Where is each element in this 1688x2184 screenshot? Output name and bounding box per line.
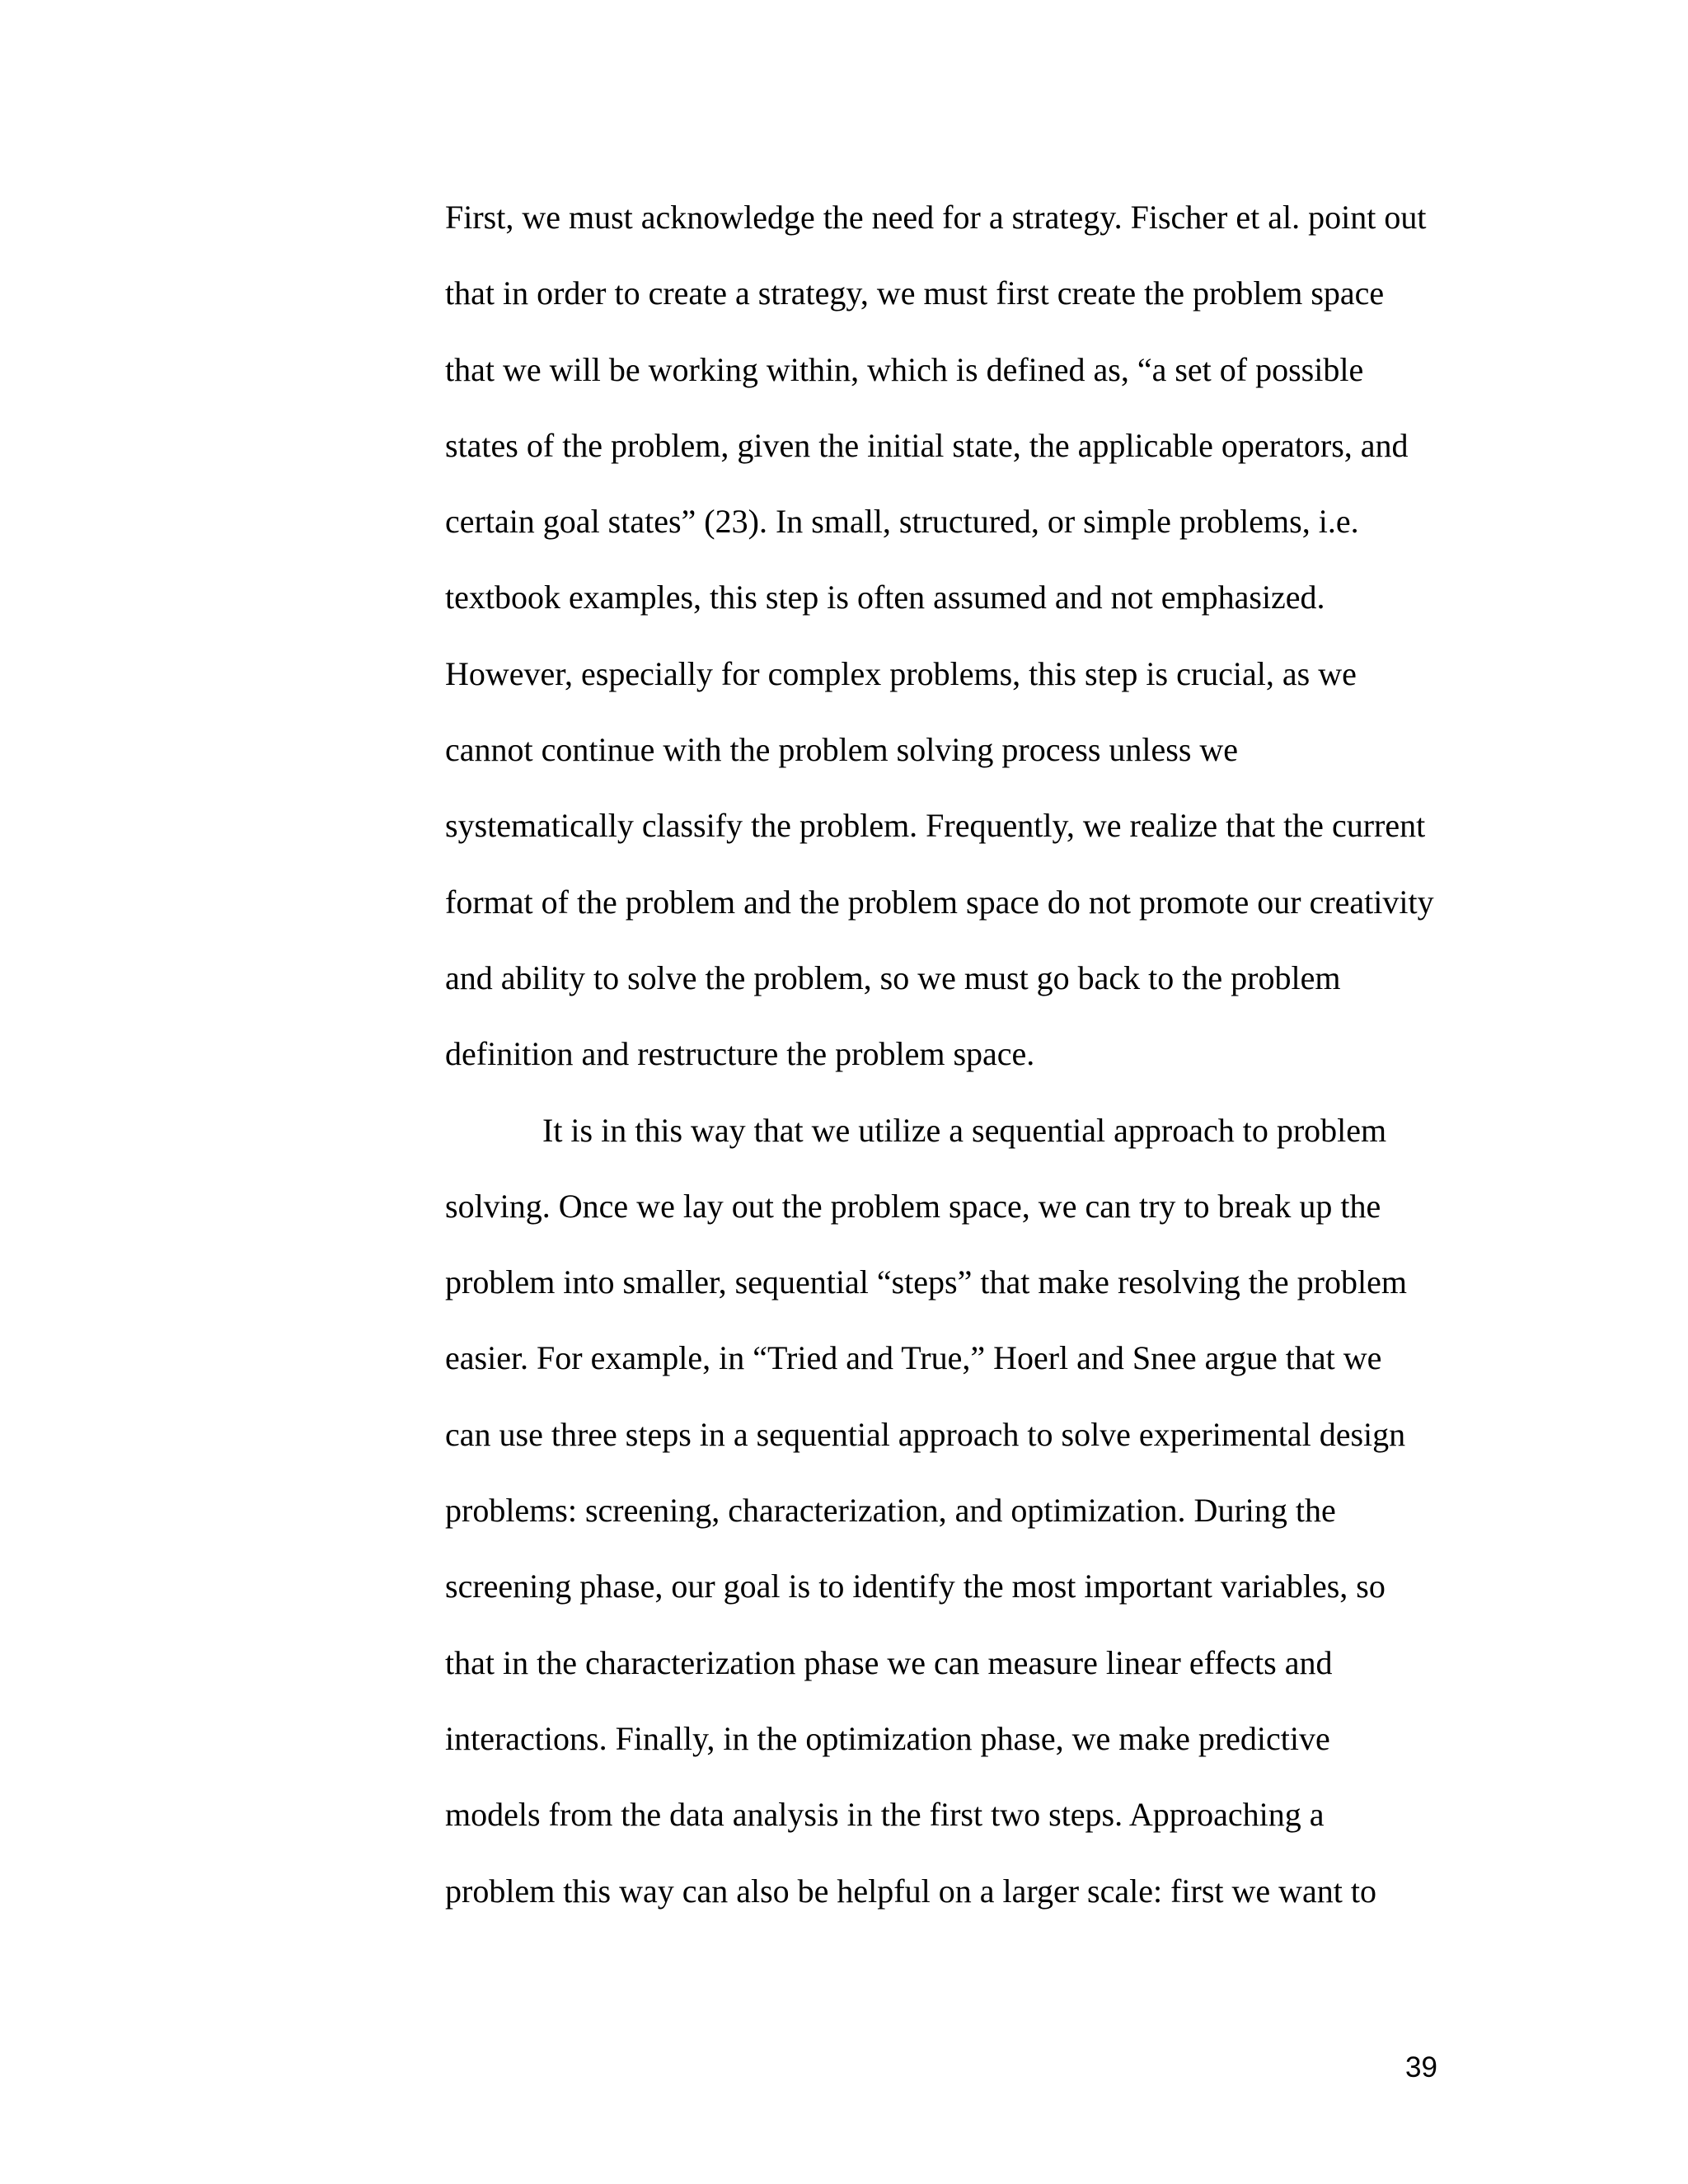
- text-line: that in order to create a strategy, we must first create the problem space: [445, 274, 1385, 312]
- text-line: that we will be working within, which is defined as, “a set of possible: [445, 350, 1364, 388]
- text-line: First, we must acknowledge the need for a strategy. Fischer et al. point out: [445, 199, 1427, 236]
- text-line: problem into smaller, sequential “steps” that make resolving the problem: [445, 1263, 1407, 1301]
- text-line: systematically classify the problem. Frequently, we realize that the current: [445, 807, 1426, 845]
- text-line: models from the data analysis in the first two steps. Approaching a: [445, 1796, 1325, 1834]
- text-line: definition and restructure the problem space.: [445, 1035, 1035, 1073]
- text-line: certain goal states” (23). In small, structured, or simple problems, i.e.: [445, 503, 1359, 541]
- paragraph-2: [445, 1093, 1434, 1929]
- text-line: It is in this way that we utilize a sequential approach to problem: [542, 1111, 1387, 1149]
- text-line: that in the characterization phase we can measure linear effects and: [445, 1643, 1333, 1681]
- text-line: However, especially for complex problems, this step is crucial, as we: [445, 654, 1357, 692]
- text-line: easier. For example, in “Tried and True,” Hoerl and Snee argue that we: [445, 1339, 1382, 1377]
- text-line: problems: screening, characterization, and optimization. During the: [445, 1492, 1336, 1530]
- text-line: problem this way can also be helpful on a larger scale: first we want to: [445, 1872, 1377, 1910]
- text-line: textbook examples, this step is often assumed and not emphasized.: [445, 579, 1325, 616]
- text-line: cannot continue with the problem solving process unless we: [445, 731, 1239, 769]
- paragraph-1: [445, 180, 1434, 1093]
- text-line: solving. Once we lay out the problem space, we can try to break up the: [445, 1187, 1381, 1225]
- body-text: [445, 180, 1434, 1929]
- text-line: and ability to solve the problem, so we must go back to the problem: [445, 958, 1341, 996]
- text-line: format of the problem and the problem space do not promote our creativity: [445, 883, 1434, 921]
- text-line: can use three steps in a sequential approach to solve experimental design: [445, 1415, 1406, 1453]
- text-line: interactions. Finally, in the optimization phase, we make predictive: [445, 1719, 1330, 1757]
- page-number: 39: [1405, 2051, 1437, 2083]
- text-line: screening phase, our goal is to identify the most important variables, so: [445, 1568, 1386, 1605]
- text-line: states of the problem, given the initial state, the applicable operators, and: [445, 426, 1409, 464]
